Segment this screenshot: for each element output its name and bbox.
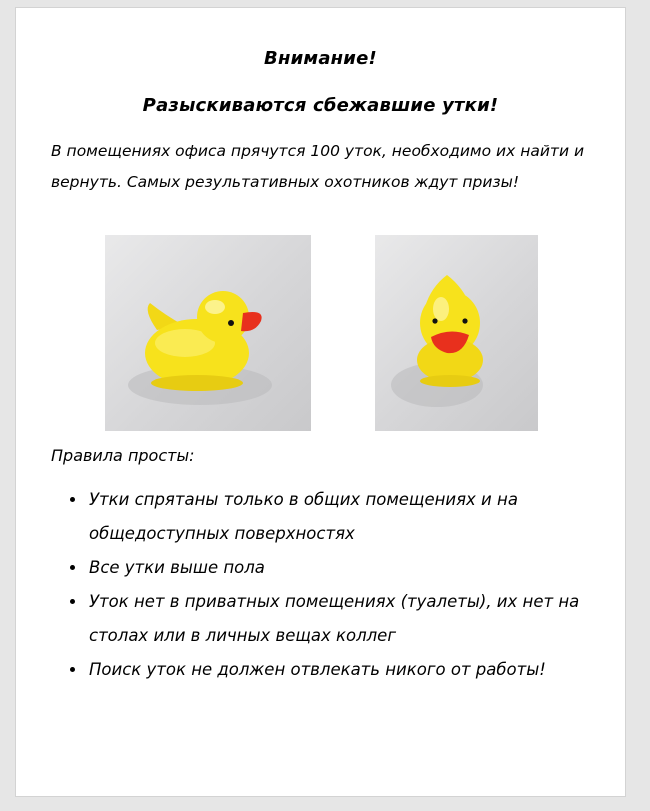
intro-paragraph: В помещениях офиса прячутся 100 уток, необходимо их найти и вернуть. Самых результативных охотников ждут призы! [51, 142, 585, 191]
duck-photo-side [105, 235, 311, 431]
subheading: Разыскиваются сбежавшие утки! [142, 95, 499, 116]
list-item: • Поиск уток не должен отвлекать никого от работы! [87, 653, 607, 687]
heading: Внимание! [264, 48, 377, 69]
rules-heading: Правила просты: [51, 446, 195, 465]
document-page [15, 7, 626, 797]
rules-list [61, 483, 607, 687]
duck-side-image [105, 235, 311, 431]
list-item: • Утки спрятаны только в общих помещениях и на общедоступных поверхностях [87, 483, 607, 551]
duck-front-image [375, 235, 538, 431]
list-item: • Уток нет в приватных помещениях (туалеты), их нет на столах или в личных вещах коллег [87, 585, 607, 653]
list-item: • Все утки выше пола [87, 551, 607, 585]
duck-photo-front [375, 235, 538, 431]
